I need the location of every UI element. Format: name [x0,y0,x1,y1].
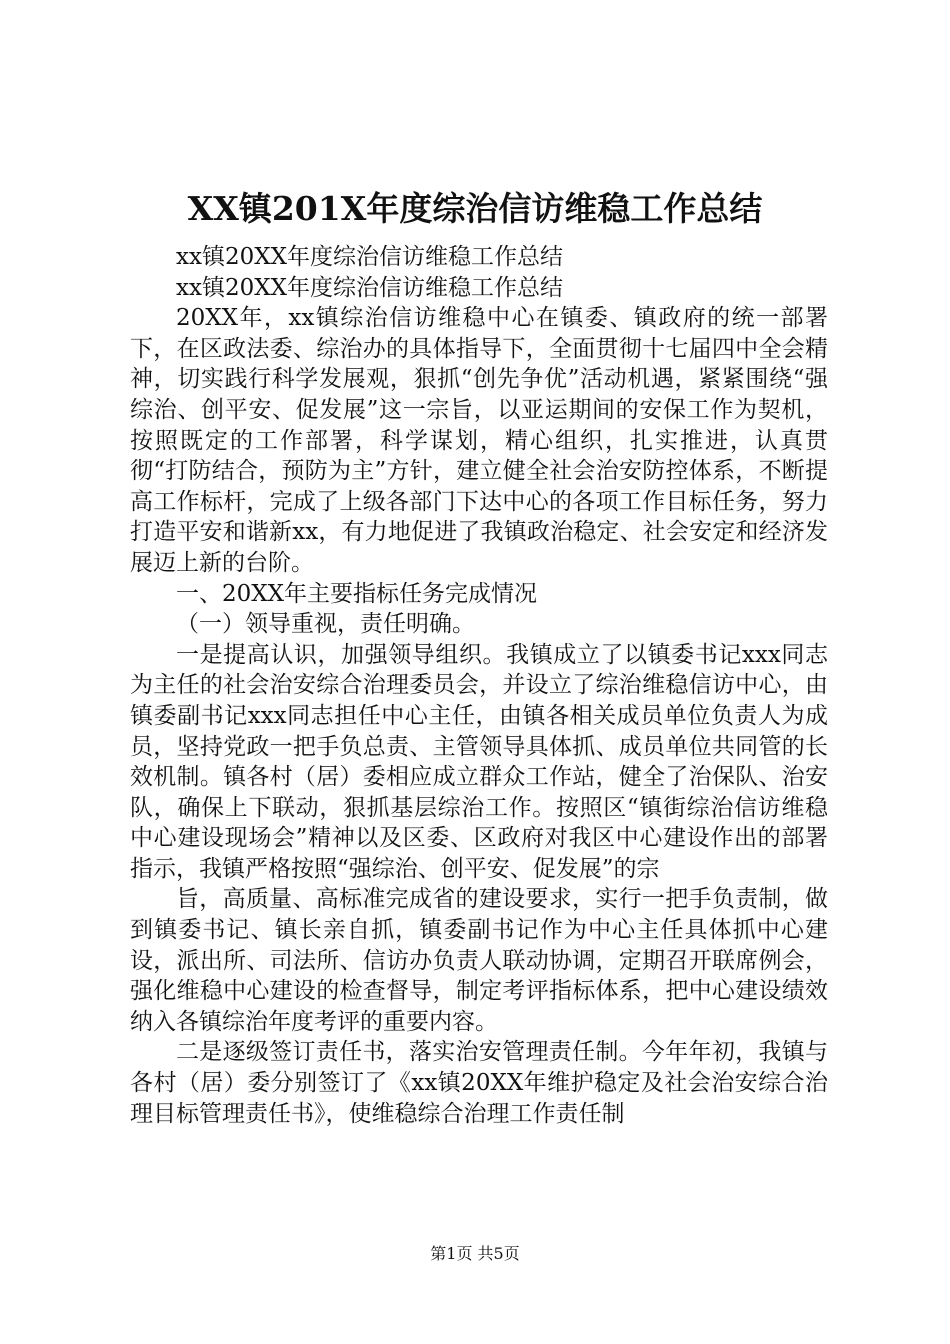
paragraph-leadership: 一是提高认识，加强领导组织。我镇成立了以镇委书记xxx同志为主任的社会治安综合治理委员会，并设立了综治维稳信访中心，由镇委副书记xxx同志担任中心主任，由镇各相关成员单位负责人为成员，坚持党政一把手负总责、主管领导具体抓、成员单位共同管的长效机制。镇各村（居）委相应成立群众工作站，健全了治保队、治安队，确保上下联动，狠抓基层综治工作。按照区“镇街综治信访维稳中心建设现场会”精神以及区委、区政府对我区中心建设作出的部署指示，我镇严格按照“强综治、创平安、促发展”的宗 [130,641,828,882]
paragraph-continuation: 旨，高质量、高标准完成省的建设要求，实行一把手负责制，做到镇委书记、镇长亲自抓，镇委副书记作为中心主任具体抓中心建设，派出所、司法所、信访办负责人联动协调，定期召开联席例会，强化维稳中心建设的检查督导，制定考评指标体系，把中心建设绩效纳入各镇综治年度考评的重要内容。 [130,886,828,1035]
subtitle-line-2: xx镇20XX年度综治信访维稳工作总结 [176,274,563,301]
subsection-heading: （一）领导重视，责任明确。 [176,611,475,638]
paragraph-responsibility: 二是逐级签订责任书，落实治安管理责任制。今年年初，我镇与各村（居）委分别签订了《xx镇20XX年维护稳定及社会治安综合治理目标管理责任书》，使维稳综合治理工作责任制 [130,1039,828,1127]
page-footer: 第1页 共5页 [430,1244,520,1263]
document-title: XX镇201X年度综治信访维稳工作总结 [187,189,763,228]
subtitle-line-1: xx镇20XX年度综治信访维稳工作总结 [176,244,563,270]
document-body [130,242,828,1129]
section-heading: 一、20XX年主要指标任务完成情况 [176,580,538,607]
paragraph-intro: 20XX年，xx镇综治信访维稳中心在镇委、镇政府的统一部署下，在区政法委、综治办的具体指导下，全面贯彻十七届四中全会精神，切实践行科学发展观，狠抓“创先争优”活动机遇，紧紧围绕“强综治、创平安、促发展”这一宗旨，以亚运期间的安保工作为契机，按照既定的工作部署，科学谋划，精心组织，扎实推进，认真贯彻“打防结合，预防为主”方针，建立健全社会治安防控体系，不断提高工作标杆，完成了上级各部门下达中心的各项工作目标任务，努力打造平安和谐新xx，有力地促进了我镇政治稳定、社会安定和经济发展迈上新的台阶。 [130,305,828,576]
